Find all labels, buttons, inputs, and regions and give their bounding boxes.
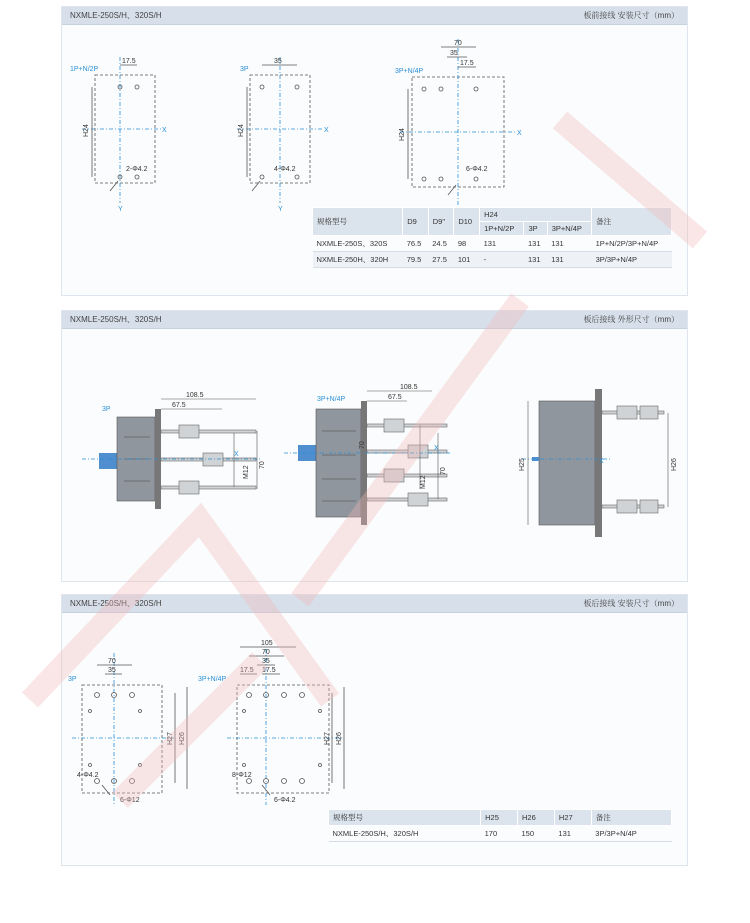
panel-rear-install — [61, 594, 688, 866]
outline-rear-view — [522, 389, 668, 537]
drawing-2-height: H24 — [238, 124, 245, 137]
table-header: 备注 — [592, 208, 672, 236]
drawing-3-height: H24 — [399, 128, 406, 141]
install-4p-dim175a: 17.5 — [240, 667, 254, 674]
table-header: 备注 — [591, 810, 671, 826]
install-3p-h27: H27 — [167, 732, 174, 745]
table-cell: 79.5 — [403, 252, 429, 268]
drawing-1-dim: 17.5 — [122, 58, 136, 65]
outline-3p-h70: 70 — [259, 461, 266, 469]
outline-4p-h70: 70 — [440, 467, 447, 475]
install-3p-holes-b: 6-Φ12 — [120, 797, 140, 804]
table-header: D9 — [403, 208, 429, 236]
drawing-3-dim175: 17.5 — [460, 60, 474, 67]
outline-rear-h25: H25 — [519, 458, 526, 471]
outline-4p-dim-b: 67.5 — [388, 394, 402, 401]
panel-title: NXMLE-250S/H、320S/H — [70, 11, 162, 20]
panel-header — [62, 595, 687, 613]
install-4p-dim35: 35 — [262, 658, 270, 665]
rear-install-table — [328, 809, 672, 842]
table-cell: 98 — [454, 236, 480, 252]
install-3p — [72, 653, 187, 805]
table-header: 规格型号 — [329, 810, 481, 826]
panel-note: 板后接线 外形尺寸（mm） — [583, 315, 679, 324]
install-4p-h26: H26 — [336, 732, 343, 745]
table-row — [329, 826, 672, 842]
drawing-1-x: X — [162, 127, 167, 134]
outline-3p-n-4p — [284, 391, 452, 525]
outline-4p-label: 3P+N/4P — [317, 396, 346, 403]
table-header: H27 — [554, 810, 591, 826]
table-cell: 3P/3P+N/4P — [591, 826, 671, 842]
install-3p-dim35: 35 — [108, 667, 116, 674]
table-cell: 27.5 — [428, 252, 454, 268]
drawing-1-holes: 2-Φ4.2 — [126, 166, 148, 173]
table-header: H26 — [518, 810, 555, 826]
drawing-3p-n-4p — [400, 39, 517, 205]
drawing-2-x: X — [324, 127, 329, 134]
table-cell: 131 — [524, 252, 547, 268]
table-header: H25 — [481, 810, 518, 826]
table-cell: 131 — [524, 236, 547, 252]
outline-3p-x: X — [234, 451, 239, 458]
table-cell: 131 — [554, 826, 591, 842]
panel-front-install — [61, 6, 688, 296]
drawing-2-holes: 4-Φ4.2 — [274, 166, 296, 173]
outline-4p-m12: M12 — [420, 475, 427, 489]
panel-header — [62, 311, 687, 329]
table-cell: - — [480, 252, 524, 268]
table-cell: 131 — [547, 252, 591, 268]
table-cell: 1P+N/2P/3P+N/4P — [592, 236, 672, 252]
outline-3p-label: 3P — [102, 406, 111, 413]
outline-4p-x: X — [434, 445, 439, 452]
drawing-3-dim70: 70 — [454, 40, 462, 47]
install-3p-holes-a: 4-Φ4.2 — [77, 772, 99, 779]
table-cell: NXMLE-250H、320H — [313, 252, 403, 268]
install-4p-dim70: 70 — [262, 649, 270, 656]
install-3p-h26: H26 — [179, 732, 186, 745]
table-cell: 101 — [454, 252, 480, 268]
table-cell: NXMLE-250S/H、320S/H — [329, 826, 481, 842]
outline-rear-h26: H26 — [671, 458, 678, 471]
drawing-2-dim: 35 — [274, 58, 282, 65]
table-cell: 150 — [518, 826, 555, 842]
table-subheader: 3P — [524, 222, 547, 236]
table-row — [313, 252, 672, 268]
drawing-1p-n-2p — [82, 57, 162, 203]
drawing-3-x: X — [517, 130, 522, 137]
table-row — [313, 236, 672, 252]
panel-note: 板前接线 安装尺寸（mm） — [583, 11, 679, 20]
panel-header — [62, 7, 687, 25]
front-install-table — [312, 207, 672, 268]
table-subheader: 1P+N/2P — [480, 222, 524, 236]
drawing-2-y: Y — [278, 206, 283, 213]
panel-rear-outline — [61, 310, 688, 582]
table-cell: 3P/3P+N/4P — [592, 252, 672, 268]
drawing-3-holes: 6-Φ4.2 — [466, 166, 488, 173]
table-subheader: 3P+N/4P — [547, 222, 591, 236]
drawing-1-height: H24 — [83, 124, 90, 137]
drawing-3-label: 3P+N/4P — [395, 68, 424, 75]
table-cell: 131 — [547, 236, 591, 252]
drawing-3-dim35: 35 — [450, 50, 458, 57]
outline-4p-v70: 70 — [359, 441, 366, 449]
table-cell: NXMLE-250S、320S — [313, 236, 403, 252]
outline-3p-dim-a: 108.5 — [186, 392, 204, 399]
install-4p-holes-b: 6-Φ4.2 — [274, 797, 296, 804]
drawing-1-y: Y — [118, 206, 123, 213]
install-4p-h27: H27 — [324, 732, 331, 745]
table-cell: 170 — [481, 826, 518, 842]
outline-rear-x: X — [599, 458, 604, 465]
table-cell: 131 — [480, 236, 524, 252]
install-4p-dim175b: 17.5 — [262, 667, 276, 674]
panel-title: NXMLE-250S/H、320S/H — [70, 315, 162, 324]
panel-title: NXMLE-250S/H、320S/H — [70, 599, 162, 608]
drawing-1-label: 1P+N/2P — [70, 66, 99, 73]
table-header: H24 — [480, 208, 592, 222]
panel-note: 板后接线 安装尺寸（mm） — [583, 599, 679, 608]
outline-3p-m12: M12 — [243, 465, 250, 479]
table-cell: 76.5 — [403, 236, 429, 252]
install-3p-dim70: 70 — [108, 658, 116, 665]
rear-outline-drawings — [62, 329, 687, 581]
table-cell: 24.5 — [428, 236, 454, 252]
table-header: D9" — [428, 208, 454, 236]
drawing-3p — [237, 57, 324, 203]
drawing-2-label: 3P — [240, 66, 249, 73]
outline-4p-dim-a: 108.5 — [400, 384, 418, 391]
outline-3p-dim-b: 67.5 — [172, 402, 186, 409]
table-header: D10 — [454, 208, 480, 236]
install-4p-dim105: 105 — [261, 640, 273, 647]
install-3p-label: 3P — [68, 676, 77, 683]
install-4p-label: 3P+N/4P — [198, 676, 227, 683]
table-header: 规格型号 — [313, 208, 403, 236]
install-4p-holes-a: 8-Φ12 — [232, 772, 252, 779]
